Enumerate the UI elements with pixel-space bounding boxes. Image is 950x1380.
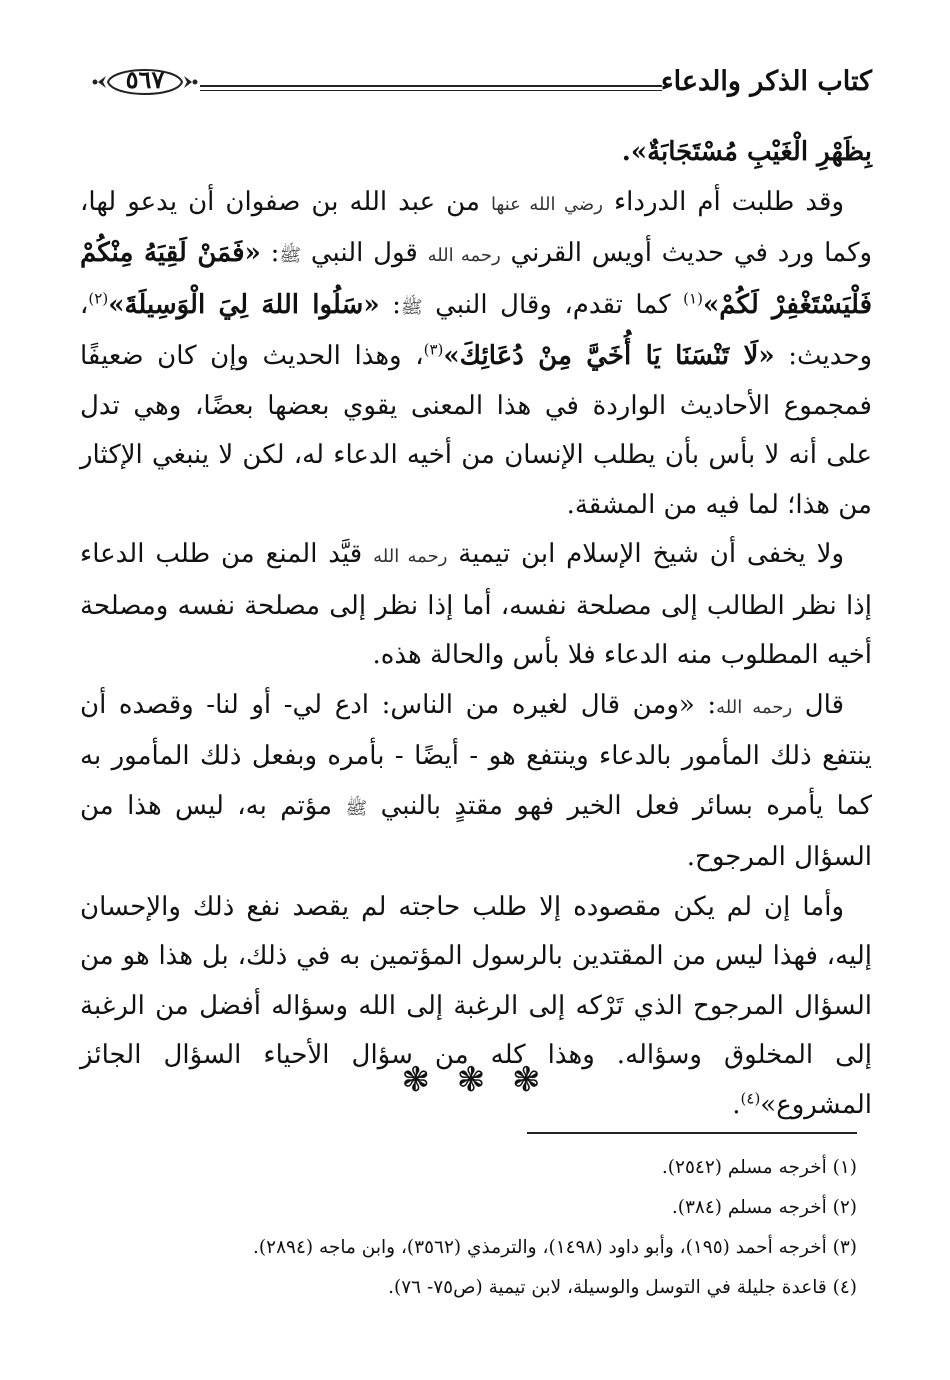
- footnote-ref-2[interactable]: (٢): [88, 288, 109, 307]
- footnote-3: (٣) أخرجه أحمد (١٩٥)، وأبو داود (١٤٩٨)، والترمذي (٣٥٦٢)، وابن ماجه (٢٨٩٤).: [253, 1237, 857, 1258]
- footnote-ref-4[interactable]: (٤): [740, 1088, 761, 1107]
- text-segment: من عبد الله بن صفوان أن يدعو لها، وكما ورد في حديث أويس القرني: [80, 186, 873, 268]
- text-segment: كما تقدم، وقال النبي: [435, 289, 671, 320]
- footnote-ref-1[interactable]: (١): [683, 288, 703, 307]
- text-segment: :: [392, 289, 401, 320]
- footnote-ref-3[interactable]: (٣): [423, 340, 444, 359]
- text-segment: وأما إن لم يكن مقصوده إلا طلب حاجته لم يقصد نفع ذلك والإحسان إليه، فهذا ليس من المقتدين بالرسول المؤتمين به في ذلك، بل هذا هو من السؤال المرجوح الذي تَرْكه إلى الرغبة إلى الله وسؤاله أفضل من الرغبة إلى المخلوق وسؤاله. وهذا كله من سؤال الأحياء السؤال الجائز المشروع»: [80, 891, 872, 1120]
- honorific-glyph: رضي الله عنها: [490, 193, 603, 215]
- honorific-glyph: ﷺ: [345, 797, 368, 819]
- honorific-glyph: رحمه الله: [373, 546, 448, 567]
- footnotes: [90, 1148, 857, 1308]
- page-header: [90, 60, 872, 108]
- text-segment: قيَّد المنع من طلب الدعاء إذا نظر الطالب إلى مصلحة نفسه، أما إذا نظر إلى مصلحة نفسه ومصلحة أخيه المطلوب منه الدعاء فلا بأس والحالة هذه.: [80, 539, 872, 670]
- section-separator-icon: ❃ ❃ ❃: [401, 1060, 549, 1100]
- main-text: [80, 128, 872, 1130]
- paragraph-continuation: [80, 128, 872, 178]
- footnote-2: (٢) أخرجه مسلم (٣٨٤).: [671, 1197, 857, 1218]
- hadith-quote-1: «فَمَنْ لَقِيَهُ مِنْكُمْ فَلْيَسْتَغْفِرْ لَكُمْ»: [80, 238, 873, 320]
- text-segment: ولا يخفى أن شيخ الإسلام ابن تيمية: [458, 539, 845, 569]
- text-segment: قال: [804, 689, 844, 720]
- honorific-glyph: ﷺ: [279, 245, 302, 266]
- honorific-glyph: ﷺ: [400, 296, 423, 318]
- paragraph-1: [80, 178, 872, 531]
- text-segment: ، وهذا الحديث وإن كان ضعيفًا فمجموع الأحاديث الواردة في هذا المعنى يقوي بعضها بعضًا، وهي تدل على أنه لا بأس بأن يطلب الإنسان من أخيه الدعاء له، لكن لا ينبغي الإكثار من هذا؛ لما فيه من المشقة.: [80, 341, 872, 520]
- hadith-quote-3: «لَا تَنْسَنَا يَا أُخَيَّ مِنْ دُعَائِكَ»: [443, 341, 775, 371]
- hadith-ending: بِظَهْرِ الْغَيْبِ مُسْتَجَابَةٌ».: [621, 137, 872, 167]
- book-title: كتاب الذكر والدعاء: [660, 66, 872, 97]
- text-segment: مؤتم به، ليس هذا من السؤال المرجوح.: [80, 790, 872, 872]
- text-segment: :: [270, 238, 280, 268]
- hadith-quote-2: «سَلُوا اللهَ لِيَ الْوَسِيلَةَ»: [108, 289, 380, 320]
- text-segment: : «ومن قال لغيره من الناس: ادع لي- أو لنا- وقصده أن ينتفع ذلك المأمور بالدعاء وينتفع هو - أيضًا - بأمره وبفعل ذلك المأمور به كما يأمره بسائر فعل الخير فهو مقتدٍ بالنبي: [80, 689, 873, 821]
- honorific-glyph: رحمه الله: [716, 696, 793, 718]
- footnote-rule: [527, 1132, 857, 1134]
- text-segment: ، وحديث:: [80, 289, 873, 371]
- page-number: ٥٦٧: [125, 65, 165, 94]
- paragraph-2: [80, 530, 872, 681]
- text-segment: قول النبي: [310, 238, 418, 268]
- honorific-glyph: رحمه الله: [427, 245, 501, 266]
- footnote-4: (٤) قاعدة جليلة في التوسل والوسيلة، لابن تيمية (ص٧٥- ٧٦).: [388, 1277, 857, 1298]
- text-segment: وقد طلبت أم الدرداء: [613, 186, 845, 217]
- paragraph-3: [80, 681, 872, 883]
- header-rule: [200, 85, 662, 91]
- text-segment: .: [732, 1089, 741, 1120]
- footnote-1: (١) أخرجه مسلم (٢٥٤٢).: [661, 1157, 857, 1178]
